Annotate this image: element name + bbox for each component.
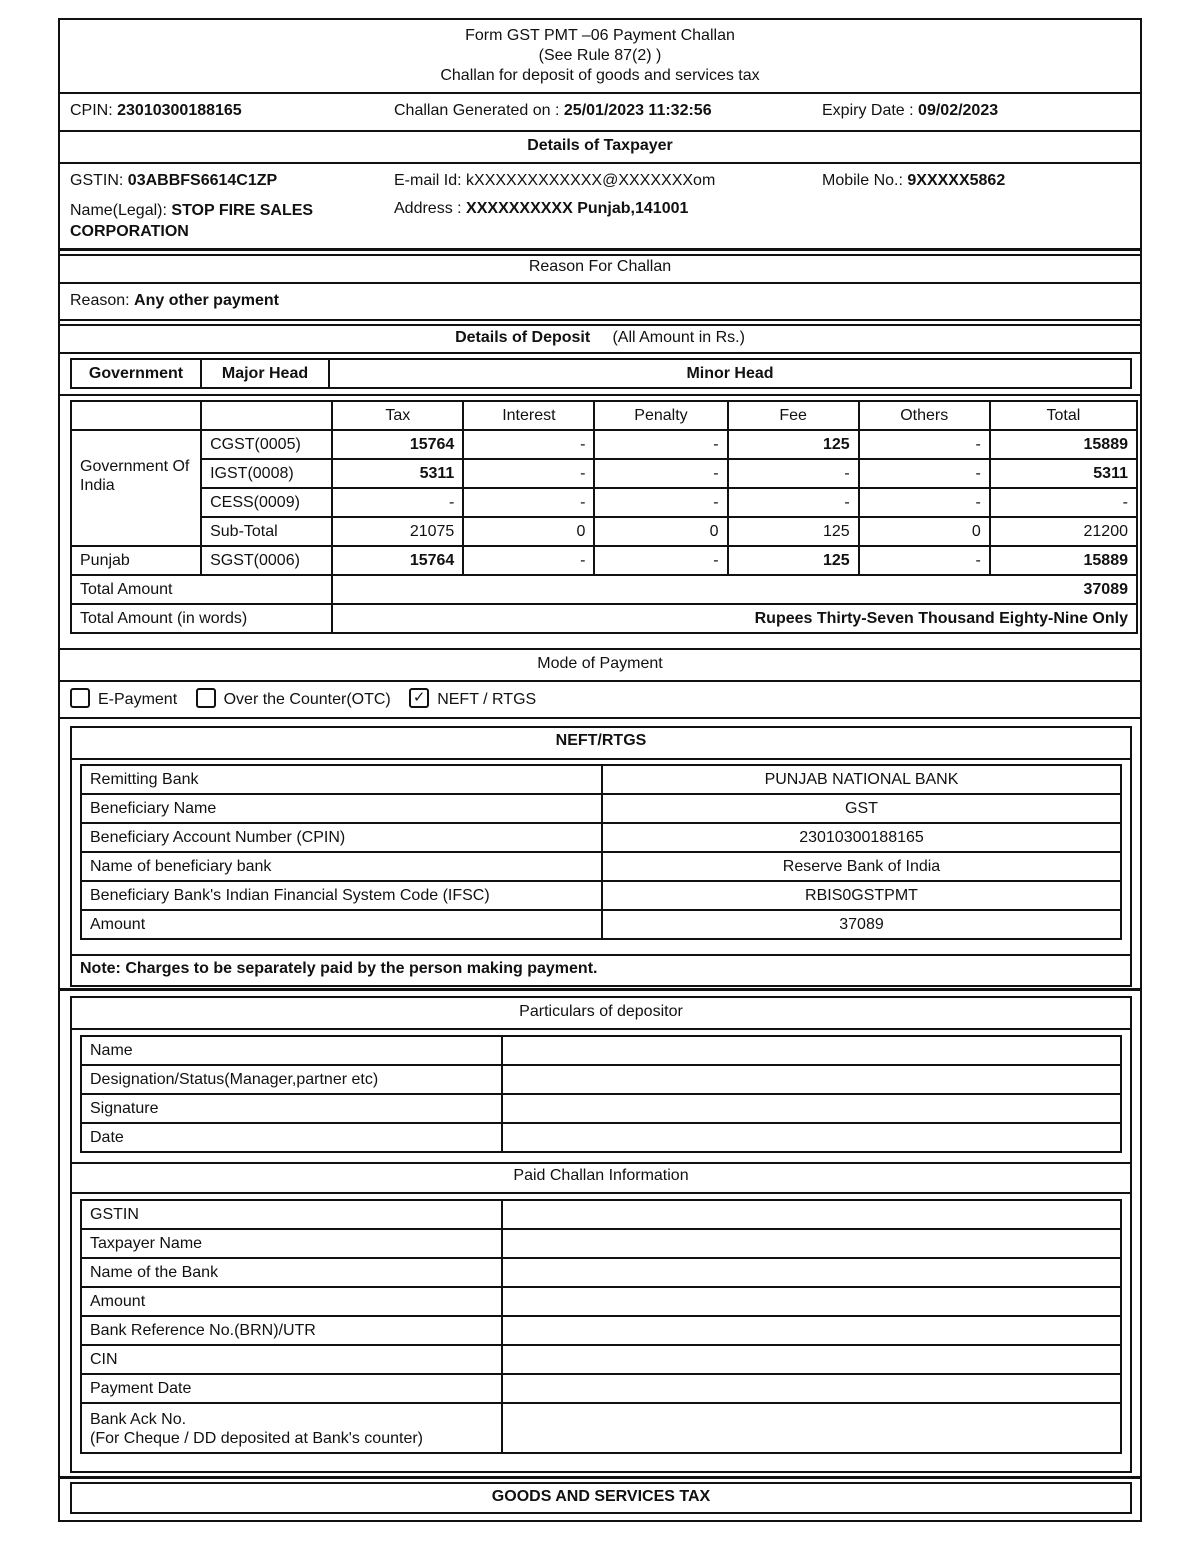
table-row: Government Of India CGST(0005) 15764 - - 125 - 15889 [71,430,1137,459]
paid-brn-field[interactable] [502,1316,1121,1345]
reason-field: Reason: Any other payment [70,292,279,309]
paid-cin-field[interactable] [502,1345,1121,1374]
e-payment-checkbox[interactable] [70,688,90,708]
col-tax: Tax [332,401,463,430]
amount-unit-note: (All Amount in Rs.) [612,329,745,346]
mobile-field: Mobile No.: 9XXXXX5862 [822,172,1006,189]
paid-info-table [80,1199,1122,1454]
deposit-table [70,400,1138,634]
form-header [60,26,1140,86]
paid-taxpayer-name-field[interactable] [502,1229,1121,1258]
neft-note: Note: Charges to be separately paid by the person making payment. [80,960,598,977]
taxpayer-section-title: Details of Taxpayer [527,137,673,154]
form-rule: (See Rule 87(2) ) [538,47,662,64]
paid-bank-name-field[interactable] [502,1258,1121,1287]
footer-box [70,1482,1132,1514]
expiry-value: 09/02/2023 [918,102,999,119]
total-words-value: Rupees Thirty-Seven Thousand Eighty-Nine Only [332,604,1137,633]
head-government: Government [71,359,201,388]
legal-name-line2: CORPORATION [70,223,189,240]
paid-amount-field[interactable] [502,1287,1121,1316]
table-row: Beneficiary Name GST [81,794,1121,823]
cpin-field: CPIN: 23010300188165 [70,102,242,119]
neft-table [80,764,1122,940]
table-row: Designation/Status(Manager,partner etc) [81,1065,1121,1094]
col-interest: Interest [463,401,594,430]
table-row: Sub-Total 21075 0 0 125 0 21200 [71,517,1137,546]
col-penalty: Penalty [594,401,727,430]
table-row: GSTIN [81,1200,1121,1229]
col-others: Others [859,401,990,430]
option-e-payment[interactable]: E-Payment [70,691,182,708]
head-minor: Minor Head [329,359,1131,388]
option-otc[interactable]: Over the Counter(OTC) [196,691,396,708]
neft-section-title: NEFT/RTGS [555,732,647,749]
table-row [81,1403,1121,1453]
legal-name-line1: STOP FIRE SALES [171,202,314,219]
address-value: XXXXXXXXXX Punjab,141001 [466,200,689,217]
total-words-row [71,604,1137,633]
reason-section-title: Reason For Challan [528,258,672,275]
total-amount-row [71,575,1137,604]
email-value: kXXXXXXXXXXXX@XXXXXXXom [466,172,716,189]
table-row: CIN [81,1345,1121,1374]
depositor-table [80,1035,1122,1153]
payment-mode-title: Mode of Payment [537,655,663,672]
legal-name-field: Name(Legal): STOP FIRE SALES CORPORATION [70,202,314,240]
footer-title: GOODS AND SERVICES TAX [491,1488,711,1505]
depositor-box [70,996,1132,1473]
table-row: Name [81,1036,1121,1065]
total-words-label: Total Amount (in words) [71,604,332,633]
table-row: Name of beneficiary bank Reserve Bank of India [81,852,1121,881]
table-row: Remitting Bank PUNJAB NATIONAL BANK [81,765,1121,794]
head-major: Major Head [201,359,329,388]
depositor-designation-field[interactable] [502,1065,1121,1094]
depositor-section-title: Particulars of depositor [519,1003,683,1020]
challan-form [58,18,1142,1522]
mobile-value: 9XXXXX5862 [907,172,1006,189]
address-field: Address : XXXXXXXXXX Punjab,141001 [394,200,689,217]
gstin-value: 03ABBFS6614C1ZP [127,172,278,189]
table-row: Date [81,1123,1121,1152]
table-row: Amount 37089 [81,910,1121,939]
depositor-date-field[interactable] [502,1123,1121,1152]
cpin-value: 23010300188165 [117,102,242,119]
table-row: Payment Date [81,1374,1121,1403]
bank-ack-label: Bank Ack No. (For Cheque / DD deposited at Bank's counter) [81,1403,502,1453]
table-row: Signature [81,1094,1121,1123]
paid-bank-ack-field[interactable] [502,1403,1121,1453]
generated-field: Challan Generated on : 25/01/2023 11:32:56 [394,102,712,119]
government-of-india-label: Government Of India [71,430,201,546]
expiry-field: Expiry Date : 09/02/2023 [822,102,999,119]
table-row: Beneficiary Bank's Indian Financial System Code (IFSC) RBIS0GSTPMT [81,881,1121,910]
email-field: E-mail Id: kXXXXXXXXXXXX@XXXXXXXom [394,172,716,189]
table-row: Beneficiary Account Number (CPIN) 23010300188165 [81,823,1121,852]
table-row: Name of the Bank [81,1258,1121,1287]
table-row: Punjab SGST(0006) 15764 - - 125 - 15889 [71,546,1137,575]
paid-gstin-field[interactable] [502,1200,1121,1229]
form-title: Form GST PMT –06 Payment Challan [465,27,735,44]
deposit-head-table [70,358,1132,389]
neft-checkbox-checked[interactable]: ✓ [409,688,429,708]
table-row: CESS(0009) - - - - - - [71,488,1137,517]
table-row: Bank Reference No.(BRN)/UTR [81,1316,1121,1345]
otc-checkbox[interactable] [196,688,216,708]
form-subtitle: Challan for deposit of goods and services tax [440,67,760,84]
reason-value: Any other payment [134,292,279,309]
depositor-name-field[interactable] [502,1036,1121,1065]
col-fee: Fee [728,401,859,430]
neft-box [70,726,1132,987]
gstin-field: GSTIN: 03ABBFS6614C1ZP [70,172,278,189]
total-amount-label: Total Amount [71,575,332,604]
state-label: Punjab [71,546,201,575]
table-row: IGST(0008) 5311 - - - - 5311 [71,459,1137,488]
table-row: Amount [81,1287,1121,1316]
generated-value: 25/01/2023 11:32:56 [563,102,712,119]
deposit-section-title: Details of Deposit (All Amount in Rs.) [455,329,745,346]
option-neft-rtgs[interactable]: ✓ NEFT / RTGS [409,691,536,708]
total-amount-value: 37089 [332,575,1137,604]
col-total: Total [990,401,1137,430]
depositor-signature-field[interactable] [502,1094,1121,1123]
payment-mode-options [70,690,536,710]
paid-info-section-title: Paid Challan Information [513,1167,689,1184]
table-row: Taxpayer Name [81,1229,1121,1258]
paid-date-field[interactable] [502,1374,1121,1403]
